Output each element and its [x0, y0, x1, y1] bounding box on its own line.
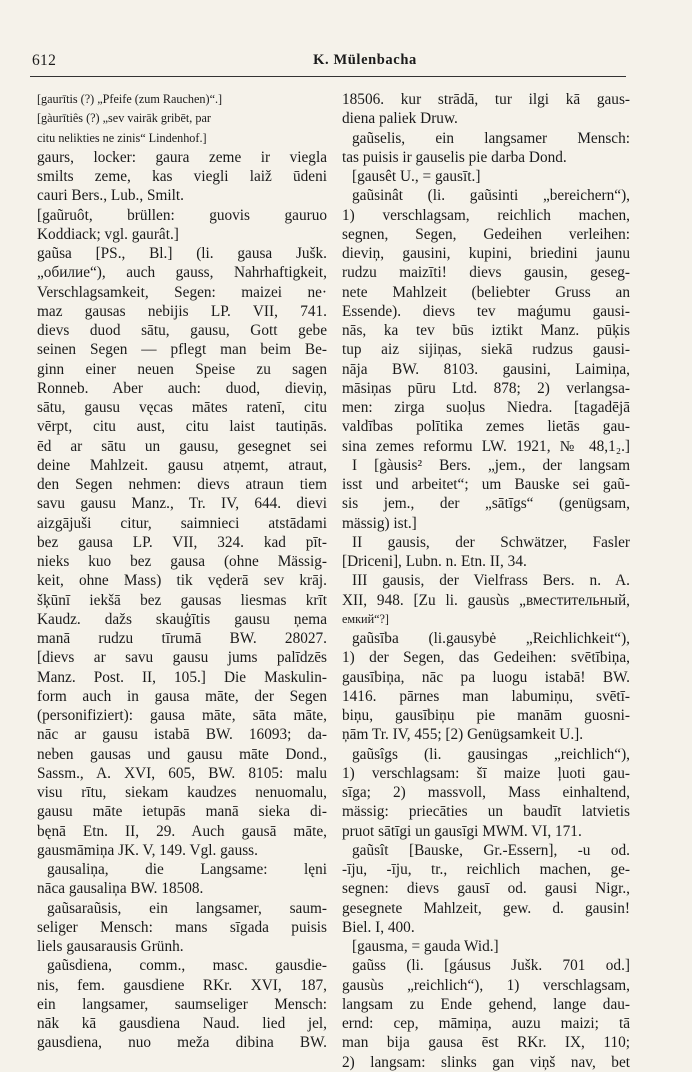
text-line: gausmāmiņa JK. V, 149. Vgl. gauss.: [37, 841, 258, 859]
text-line: III gausis, der Vielfrass Bers. n. A.: [352, 572, 630, 590]
text-line: [gausma, = gauda Wid.]: [352, 938, 499, 955]
text-line: dieviņ, gausini, kupini, briedini jaunu: [342, 245, 630, 262]
text-line: ein langsamer, saumseliger Mensch:: [37, 995, 327, 1013]
text-line: gaũsît [Bauske, Gr.-Essern], -u od.: [352, 841, 630, 859]
text-line: [gausêt U., = gausīt.]: [352, 168, 481, 185]
text-line: gaũsdiena, comm., masc. gausdie-: [47, 957, 327, 975]
text-line: sina zemes reformu LW. 1921, № 48,1₂.]: [342, 437, 630, 455]
text-line: māsiņas pūru Ltd. 878; 2) verlangsa-: [342, 379, 630, 397]
text-line: [gaurītis (?) „Pfeife (zum Rauchen)“.]: [37, 92, 223, 106]
right-column: [342, 90, 630, 1072]
text-line: vērpt, citu aust, citu laist tautiņās.: [37, 418, 327, 436]
text-line: bęnā Etn. II, 29. Auch gausā māte,: [37, 822, 327, 840]
text-line: 2) langsam: slinks gan viņš nav, bet: [342, 1053, 630, 1071]
text-line: 1) verschlagsam: šī maize ļuoti gau-: [342, 764, 630, 782]
text-line: tup aiz sijiņas, siekā rudzus gausi-: [342, 341, 630, 359]
text-line: 18506. kur strādā, tur ilgi kā gaus-: [342, 91, 630, 108]
text-line: ginn einer neuen Speise zu sagen: [37, 360, 327, 378]
text-line: segnen: dievs gausī od. gausi Nigr.,: [342, 880, 630, 898]
text-line: rudzu maizīti! dievs gausin, geseg-: [342, 264, 630, 282]
text-line: Sassm., A. XVI, 605, BW. 8105: malu: [37, 764, 327, 782]
text-line: ernd: cep, māmiņa, auzu maizi; tā: [342, 1015, 630, 1032]
text-line: gausaliņa, die Langsame: lęni: [47, 861, 327, 878]
text-line: [Driceni], Lubn. n. Etn. II, 34.: [342, 553, 527, 570]
text-line: gaurs, locker: gaura zeme ir viegla: [37, 148, 327, 166]
text-line: man bija gausa ēst RKr. IX, 110;: [342, 1034, 630, 1052]
text-line: 1416. pārnes man labumiņu, svētī-: [342, 687, 630, 705]
text-line: nāk kā gausdiena Naud. lied jel,: [37, 1015, 327, 1032]
text-line: manā rudzu tīrumā BW. 28027.: [37, 630, 327, 647]
text-line: keit, ohne Mass) tik vęderā sev krāj.: [37, 572, 327, 590]
text-line: Essende). dievs tev maǵumu gausi-: [342, 302, 630, 320]
text-line: -īju, -īju, tr., reichlich machen, ge-: [342, 861, 630, 878]
text-line: den Segen nehmen: dievs atraun tiem: [37, 476, 327, 493]
text-line: liels gausarausis Grünh.: [37, 938, 184, 955]
text-line: sātu, gausu vęcas mātes ratenī, citu: [37, 399, 327, 416]
text-line: nete Mahlzeit (beliebter Gruss an: [342, 283, 630, 301]
text-line: diena paliek Druw.: [342, 110, 458, 128]
running-title: K. Mülenbacha: [313, 52, 417, 68]
text-line: gausu māte ietupās manā sieka di-: [37, 803, 327, 821]
text-line: dievs duod sātu, gausu, Gott gebe: [37, 322, 327, 339]
text-line: men: zirga suoļus Niedra. [tagadējā: [342, 399, 630, 416]
text-line: II gausis, der Schwätzer, Fasler: [352, 533, 630, 551]
text-line: Kaudz. dažs skauģītis gausu ņema: [37, 610, 327, 628]
text-line: Biel. I, 400.: [342, 918, 415, 936]
text-line: nis, fem. gausdiene RKr. XVI, 187,: [37, 976, 327, 994]
text-line: aizgājuši citur, saimnieci atstādami: [37, 514, 327, 532]
text-line: [gàurītiês (?) „sev vairāk gribēt, par: [37, 111, 211, 126]
text-line: maz gausas nebijis LP. VII, 741.: [37, 302, 327, 320]
text-line: isst und arbeitet“; um Bauske sei gaũ-: [342, 476, 630, 493]
text-line: sīga; 2) massvoll, Mass einhaltend,: [342, 784, 630, 801]
text-line: ēd ar sātu un gausu, gesegnet sei: [37, 437, 327, 455]
page-number: 612: [32, 52, 57, 69]
text-line: gaũselis, ein langsamer Mensch:: [352, 129, 630, 147]
text-line: form auch in gausa māte, der Segen: [37, 687, 327, 705]
text-line: nāc ar gausu istabā BW. 16093; da-: [37, 726, 327, 744]
text-line: [gaũruôt, brüllen: guovis gauruo: [37, 206, 327, 224]
text-line: seinen Segen — pflegt man beim Be-: [37, 341, 327, 359]
text-line: XII, 948. [Zu li. gausùs „вместительный,: [342, 591, 630, 609]
left-column: [37, 90, 327, 1053]
text-line: gausdiena, nuo meža dibina BW.: [37, 1034, 327, 1052]
text-line: емкий“?]: [342, 611, 389, 626]
page-header: [30, 50, 660, 72]
text-line: I [gàusis² Bers. „jem., der langsam: [352, 456, 630, 474]
text-line: savu gausu Manz., Tr. IV, 644. dievi: [37, 495, 327, 513]
text-line: nieks kuo bez gausa (ohne Mässig-: [37, 553, 327, 570]
text-line: gesegnete Mahlzeit, gew. d. gausin!: [342, 899, 630, 917]
text-line: [dievs ar savu gausu jums palīdzēs: [37, 649, 327, 667]
text-line: „обилие“), auch gauss, Nahrhaftigkeit,: [37, 264, 327, 282]
text-line: seliger Mensch: mans sīgada puisis: [37, 918, 327, 936]
text-line: nās, ka tev būs iztikt Manz. pūķis: [342, 322, 630, 339]
text-line: nāca gausaliņa BW. 18508.: [37, 880, 204, 898]
text-line: Verschlagsamkeit, Segen: maizei ne·: [37, 283, 327, 301]
text-line: smilts zeme, kas viegli laiž ūdeni: [37, 168, 327, 185]
text-line: šķūnī iekšā bez gausas liesmas krīt: [37, 591, 327, 609]
text-line: segnen, Segen, Gedeihen verleihen:: [342, 225, 630, 243]
text-line: tas puisis ir gauselis pie darba Dond.: [342, 148, 567, 166]
text-line: visu rītu, siekam kaudzes nenuomalu,: [37, 784, 327, 801]
text-line: gausùs „reichlich“), 1) verschlagsam,: [342, 976, 630, 994]
text-line: (personifiziert): gausa māte, sāta māte,: [37, 707, 327, 724]
text-line: langsam zu Ende gehend, lange dau-: [342, 995, 630, 1013]
text-line: gausībiņa, nāc pa luogu istabā! BW.: [342, 668, 630, 686]
text-line: biņu, gausībiņu pie manām guosni-: [342, 707, 630, 724]
text-line: neben gausas und gausu māte Dond.,: [37, 745, 327, 763]
text-line: gaũsība (li.gausybė „Reichlichkeit“),: [352, 630, 630, 647]
text-line: 1) verschlagsam, reichlich machen,: [342, 206, 630, 224]
text-line: nāja BW. 8103. gausini, Laimiņa,: [342, 360, 630, 378]
text-line: deine Mahlzeit. gausu atņemt, atraut,: [37, 456, 327, 474]
text-line: gaũsîgs (li. gausingas „reichlich“),: [352, 745, 630, 763]
text-line: sis jem., der „sātīgs“ (genügsam,: [342, 495, 630, 513]
text-line: Ronneb. Aber auch: duod, dieviņ,: [37, 379, 327, 397]
text-line: Manz. Post. II, 105.] Die Maskulin-: [37, 668, 327, 686]
text-line: mässig) ist.]: [342, 514, 417, 532]
text-line: gaũsinât (li. gaũsinti „bereichern“),: [352, 187, 630, 205]
text-line: cauri Bers., Lub., Smilt.: [37, 187, 185, 205]
text-line: ņām Tr. IV, 455; [2) Genügsamkeit U.].: [342, 726, 584, 744]
text-line: mässig: priecāties un baudīt latvietis: [342, 803, 630, 821]
text-line: Koddiack; vgl. gaurât.]: [37, 225, 179, 243]
text-line: 1) der Segen, das Gedeihen: svētībiņa,: [342, 649, 630, 667]
text-line: gaũsaraũsis, ein langsamer, saum-: [47, 899, 327, 917]
text-line: valdības polītika zemes lietās gau-: [342, 418, 630, 436]
text-line: gaũsa [PS., Bl.] (li. gausa Jušk.: [37, 245, 327, 262]
text-line: pruot sātīgi un gausīgi MWM. VI, 171.: [342, 822, 582, 840]
text-line: bez gausa LP. VII, 324. kad pīt-: [37, 533, 327, 551]
text-line: citu nelikties ne zinis“ Lindenhof.]: [37, 130, 207, 145]
text-line: gaũss (li. [gáusus Jušk. 701 od.]: [352, 957, 630, 975]
header-rule: [30, 76, 626, 77]
